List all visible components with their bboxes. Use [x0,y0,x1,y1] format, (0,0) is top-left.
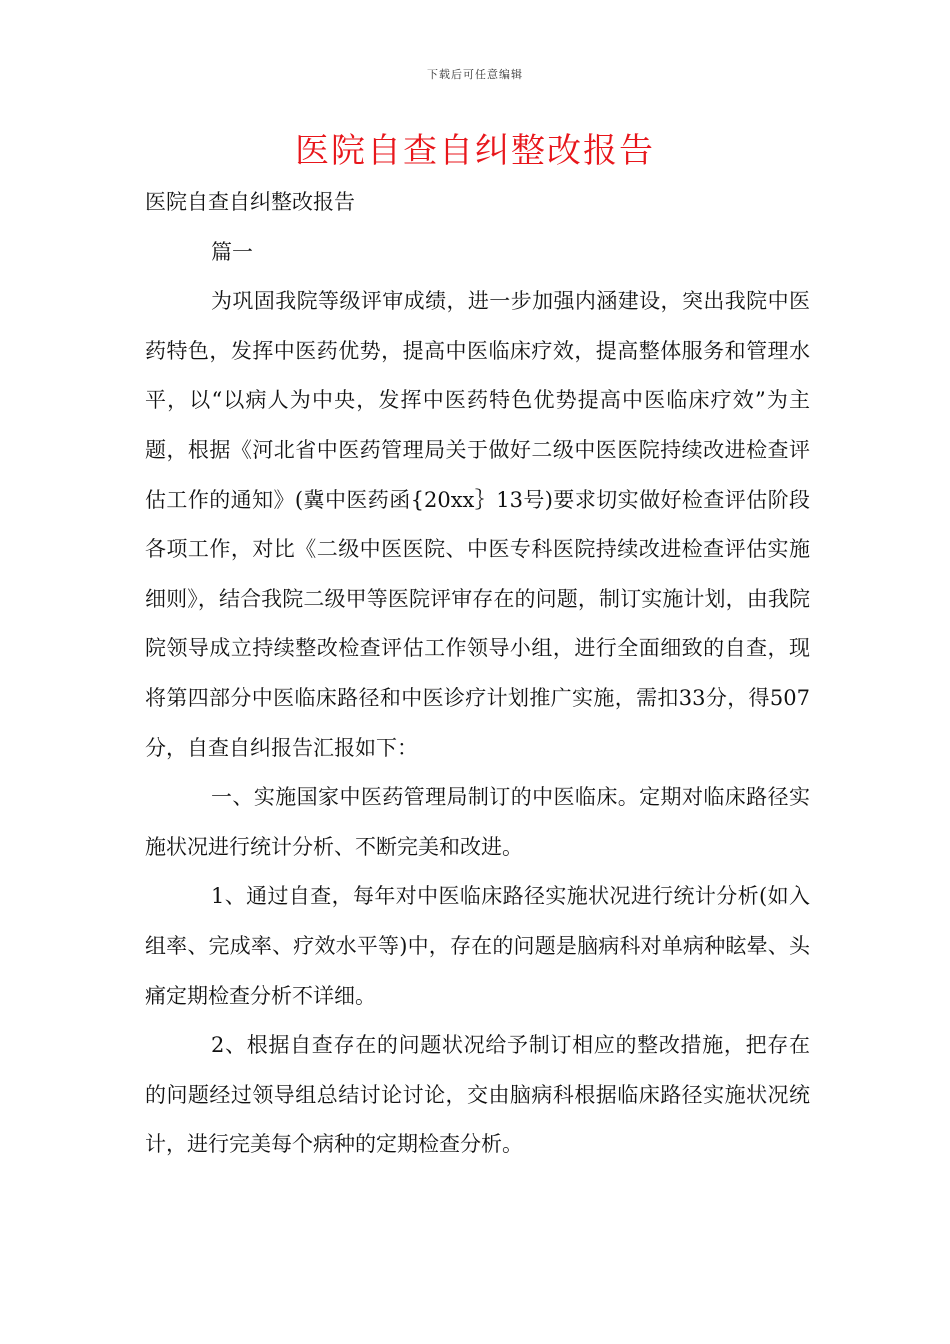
paragraph-item-one: 一、实施国家中医药管理局制订的中医临床。定期对临床路径实施状况进行统计分析、不断完美和改进。 [145,785,810,859]
section-label: 篇一 [211,239,253,264]
paragraph-item-1: 1、通过自查，每年对中医临床路径实施状况进行统计分析(如入组率、完成率、疗效水平等)中，存在的问题是脑病科对单病种眩晕、头痛定期检查分析不详细。 [145,884,810,1008]
paragraph-intro: 为巩固我院等级评审成绩，进一步加强内涵建设，突出我院中医药特色，发挥中医药优势，提高中医临床疗效，提高整体服务和管理水平，以“以病人为中央，发挥中医药特色优势提高中医临床疗效”为主题，根据《河北省中医药管理局关于做好二级中医医院持续改进检查评估工作的通知》(冀中医药函{20xx｝13号)要求切实做好检查评估阶段各项工作，对比《二级中医医院、中医专科医院持续改进检查评估实施细则》，结合我院二级甲等医院评审存在的问题，制订实施计划，由我院院领导成立持续整改检查评估工作领导小组，进行全面细致的自查，现将第四部分中医临床路径和中医诊疗计划推广实施，需扣33分，得507分，自查自纠报告汇报如下： [145,289,810,760]
header-note: 下载后可任意编辑 [427,68,523,81]
paragraph-item-2: 2、根据自查存在的问题状况给予制订相应的整改措施，把存在的问题经过领导组总结讨论讨论，交由脑病科根据临床路径实施状况统计，进行完美每个病种的定期检查分析。 [145,1033,810,1157]
document-title: 医院自查自纠整改报告 [295,131,655,171]
document-subtitle: 医院自查自纠整改报告 [145,190,355,214]
document-body [145,178,810,1170]
